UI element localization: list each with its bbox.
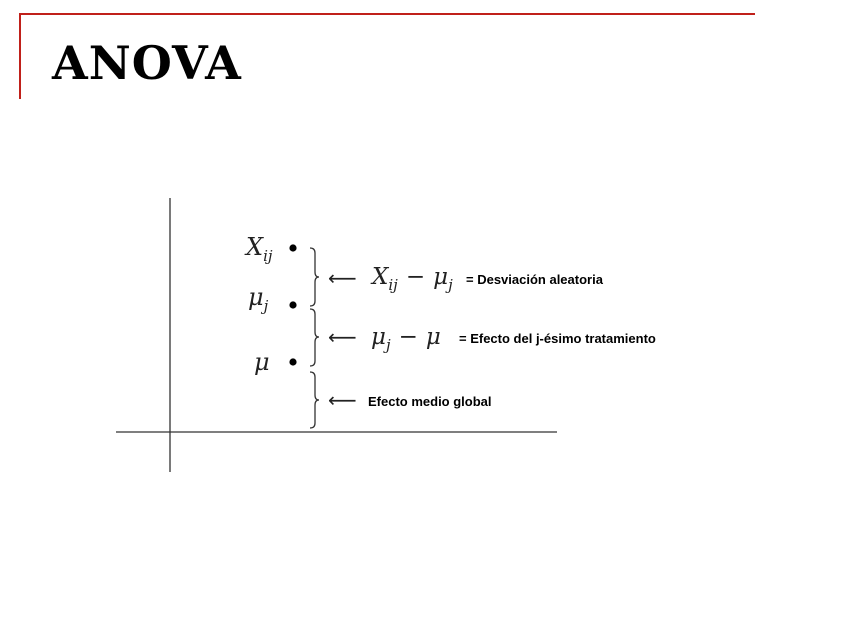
label-random-deviation: = Desviación aleatoria — [466, 272, 603, 287]
point-label-muj: $\mu_j$ — [248, 283, 269, 315]
label-treatment-effect: = Efecto del j-ésimo tratamiento — [459, 331, 656, 346]
brace-treatment-effect — [310, 309, 319, 366]
expr-random-deviation: $X_{ij} - \mu_j$ — [372, 264, 453, 294]
slide-title: ANOVA — [52, 36, 242, 90]
point-label-xij: $X_{ij}$ — [246, 233, 273, 265]
arrow-icon: ⟵ — [328, 388, 357, 412]
point-label-mu: μ — [254, 348, 270, 376]
point-mu — [289, 358, 296, 365]
brace-global-mean — [310, 372, 319, 428]
point-xij — [289, 244, 296, 251]
arrow-icon: ⟵ — [328, 325, 357, 349]
brace-random-deviation — [310, 248, 319, 306]
label-global-mean: Efecto medio global — [368, 394, 492, 409]
point-muj — [289, 301, 296, 308]
expr-treatment-effect: $\mu_j - \mu$ — [371, 324, 441, 354]
arrow-icon: ⟵ — [328, 266, 357, 290]
